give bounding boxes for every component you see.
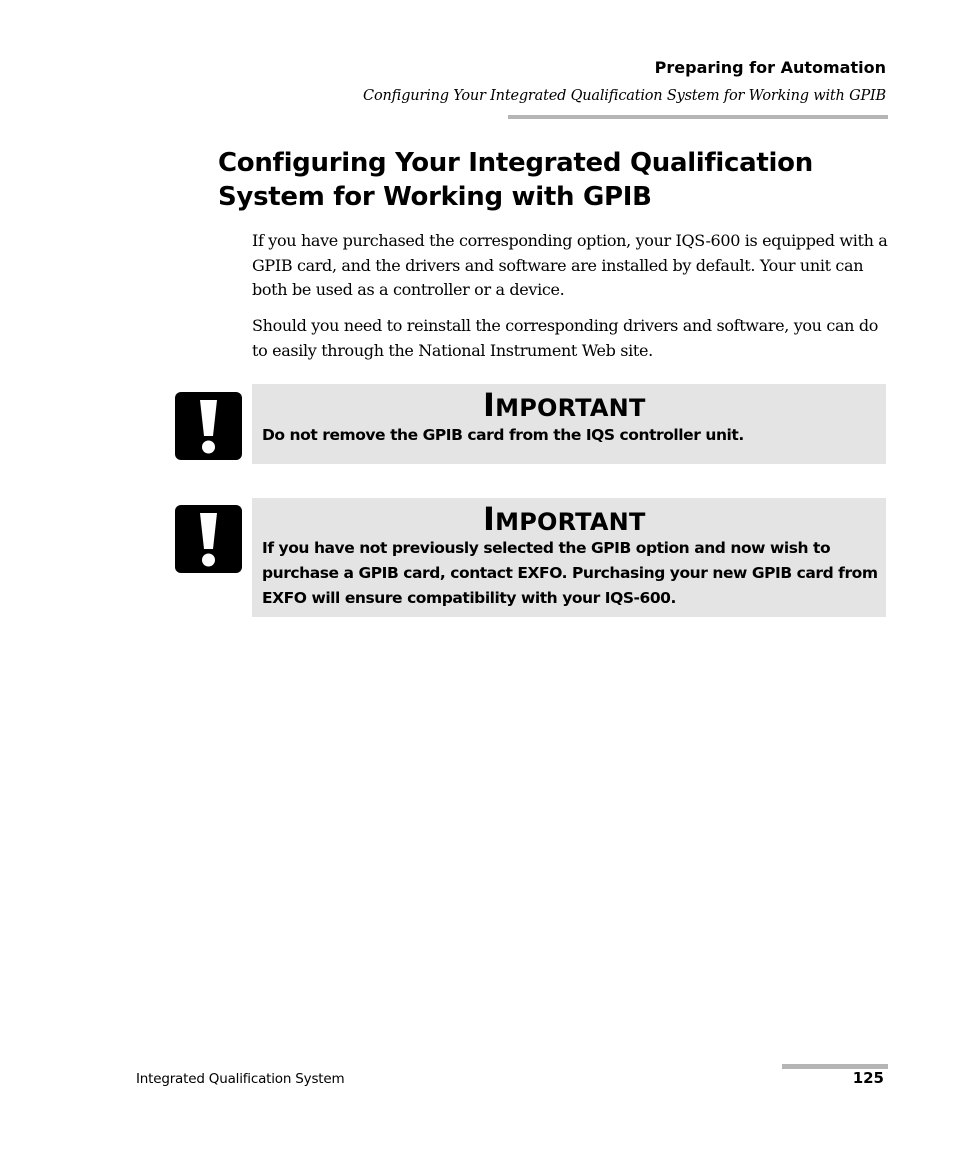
exclamation-icon: [175, 505, 242, 573]
note-title: [483, 386, 646, 424]
note-text: If you have not previously selected the GPIB option and now wish to purchase a GPIB card, contact EXFO. Purchasing your new GPIB card from EXFO will ensure compatibility with your IQS-600.: [262, 539, 878, 607]
body-paragraph: If you have purchased the corresponding option, your IQS-600 is equipped with a GPIB card, and the drivers and software are installed by default. Your unit can both be used as a controller or a device.: [252, 231, 888, 300]
note-text: Do not remove the GPIB card from the IQS controller unit.: [262, 426, 744, 444]
page-number: 125: [852, 1069, 884, 1087]
note-title-initial: I: [483, 500, 496, 538]
note-title: [483, 500, 646, 538]
header-section-title: Configuring Your Integrated Qualification System for Working with GPIB: [363, 88, 886, 104]
footer-product-name: Integrated Qualification System: [136, 1071, 345, 1087]
note-title-initial: I: [483, 386, 496, 424]
important-note: [252, 498, 886, 617]
note-title-rest: MPORTANT: [495, 508, 646, 536]
body-paragraph: Should you need to reinstall the corresponding drivers and software, you can do to easily through the National Instrument Web site.: [252, 316, 879, 360]
section-heading: Configuring Your Integrated Qualification System for Working with GPIB: [218, 148, 813, 212]
important-note: [252, 384, 886, 464]
header-chapter-title: Preparing for Automation: [654, 58, 886, 77]
header-rule: [508, 115, 888, 119]
note-title-rest: MPORTANT: [495, 394, 646, 422]
exclamation-icon: [175, 392, 242, 460]
